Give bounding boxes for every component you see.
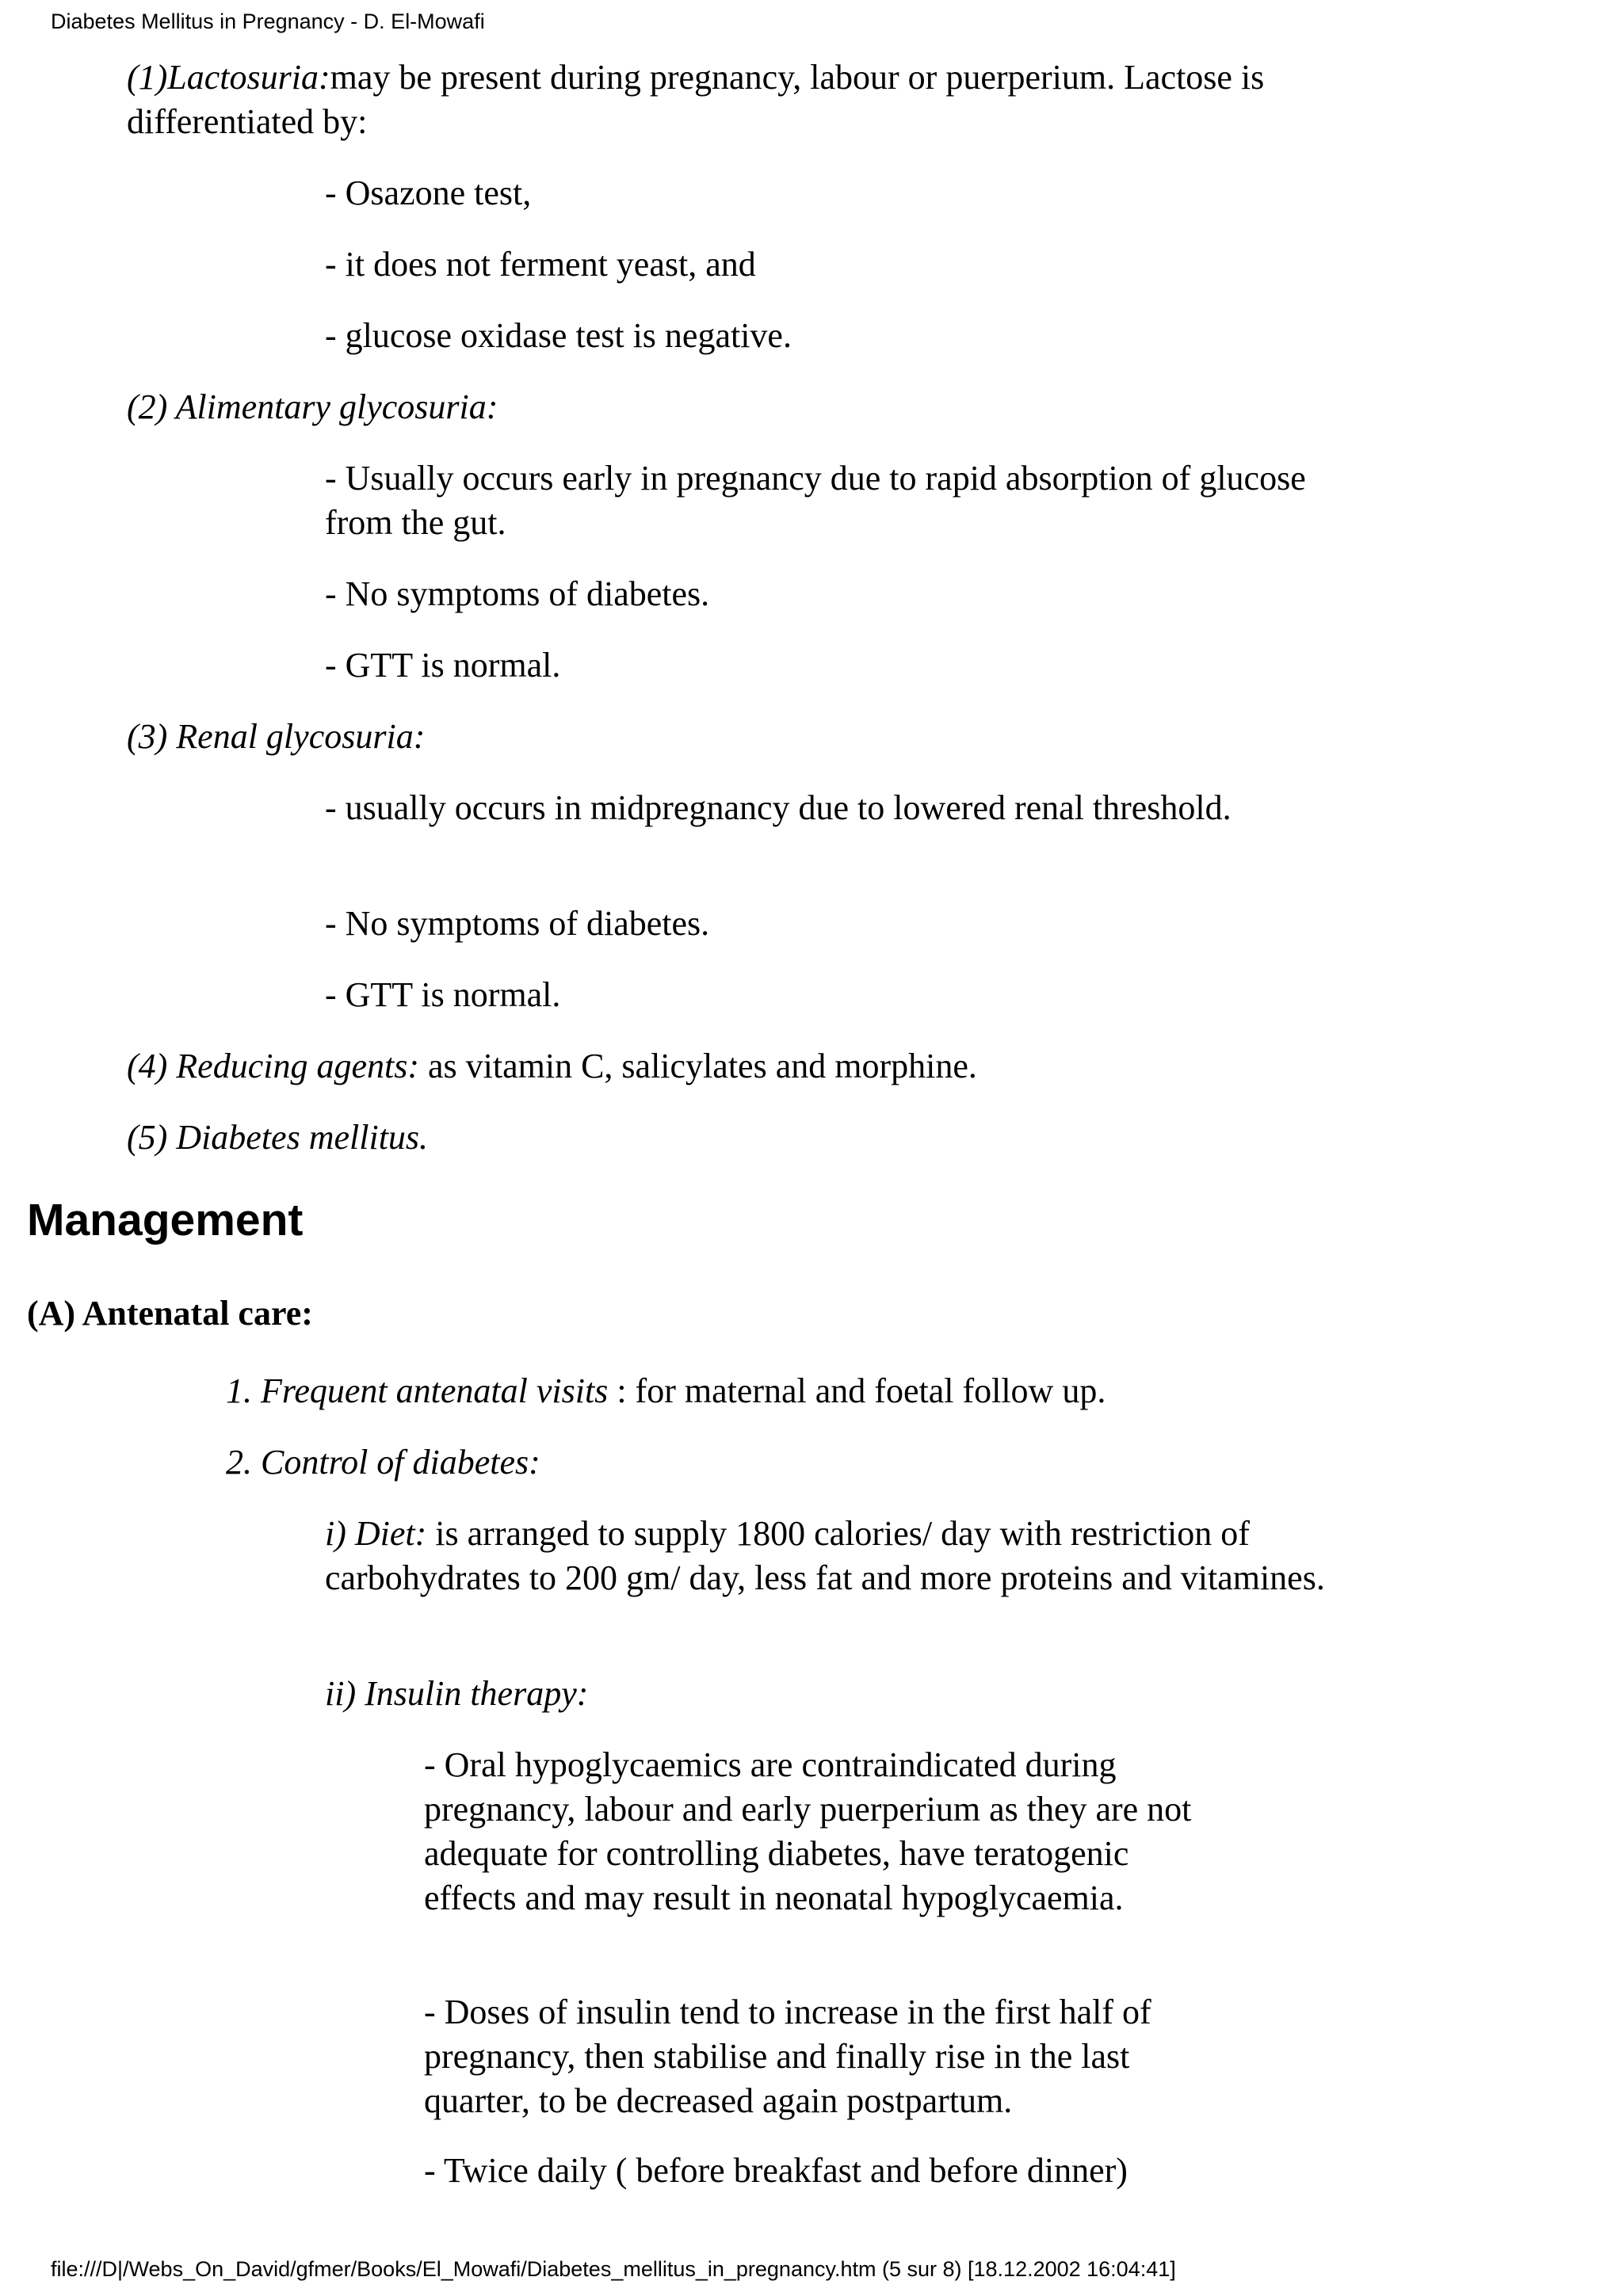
list-item: - Usually occurs early in pregnancy due to rapid absorption of glucose from the gut.	[325, 459, 1306, 542]
list-item: - No symptoms of diabetes.	[325, 574, 710, 613]
list-item: - Oral hypoglycaemics are contraindicated during pregnancy, labour and early puerperium as they are not adequate for controlling diabetes, have teratogenic effects and may result in neonatal hypoglycaemia.	[424, 1745, 1192, 1917]
renal-glycosuria-label: (3) Renal glycosuria:	[127, 717, 426, 756]
reducing-agents-label: (4) Reducing agents:	[127, 1047, 419, 1085]
lactosuria-label: (1)Lactosuria:	[127, 58, 330, 97]
list-item: - GTT is normal.	[325, 975, 561, 1014]
antenatal-visits-paragraph	[226, 1369, 1415, 1413]
alimentary-glycosuria-label: (2) Alimentary glycosuria:	[127, 387, 498, 426]
diet-label: i) Diet:	[325, 1514, 427, 1553]
list-item: - glucose oxidase test is negative.	[325, 316, 792, 355]
reducing-agents-paragraph	[127, 1044, 1442, 1089]
antenatal-care-heading: (A) Antenatal care:	[27, 1294, 313, 1333]
list-item: - usually occurs in midpregnancy due to lowered renal threshold.	[325, 788, 1232, 827]
list-item: - GTT is normal.	[325, 646, 561, 685]
insulin-therapy-label: ii) Insulin therapy:	[325, 1674, 589, 1713]
list-item: - No symptoms of diabetes.	[325, 904, 710, 943]
page-header: Diabetes Mellitus in Pregnancy - D. El-Mowafi	[51, 10, 485, 33]
diet-paragraph	[325, 1512, 1355, 1600]
diet-text: is arranged to supply 1800 calories/ day with restriction of carbohydrates to 200 gm/ day, less fat and more proteins and vitamines.	[325, 1514, 1325, 1597]
list-item: - Osazone test,	[325, 174, 532, 212]
management-heading: Management	[27, 1195, 304, 1245]
antenatal-visits-label: 1. Frequent antenatal visits	[226, 1371, 609, 1410]
lactosuria-text: may be present during pregnancy, labour or puerperium. Lactose is differentiated by:	[127, 58, 1265, 141]
control-of-diabetes-label: 2. Control of diabetes:	[226, 1443, 540, 1482]
list-item: - Twice daily ( before breakfast and before dinner)	[424, 2151, 1128, 2190]
list-item: - it does not ferment yeast, and	[325, 245, 756, 284]
list-item: - Doses of insulin tend to increase in the first half of pregnancy, then stabilise and finally rise in the last quarter, to be decreased again postpartum.	[424, 1993, 1151, 2120]
page-footer-url: file:///D|/Webs_On_David/gfmer/Books/El_Mowafi/Diabetes_mellitus_in_pregnancy.htm (5 sur 8) [18.12.2002 16:04:41]	[51, 2257, 1176, 2281]
antenatal-visits-text: : for maternal and foetal follow up.	[608, 1371, 1106, 1410]
diabetes-mellitus-label: (5) Diabetes mellitus.	[127, 1118, 429, 1157]
lactosuria-paragraph	[127, 55, 1442, 144]
reducing-agents-text: as vitamin C, salicylates and morphine.	[419, 1047, 977, 1085]
